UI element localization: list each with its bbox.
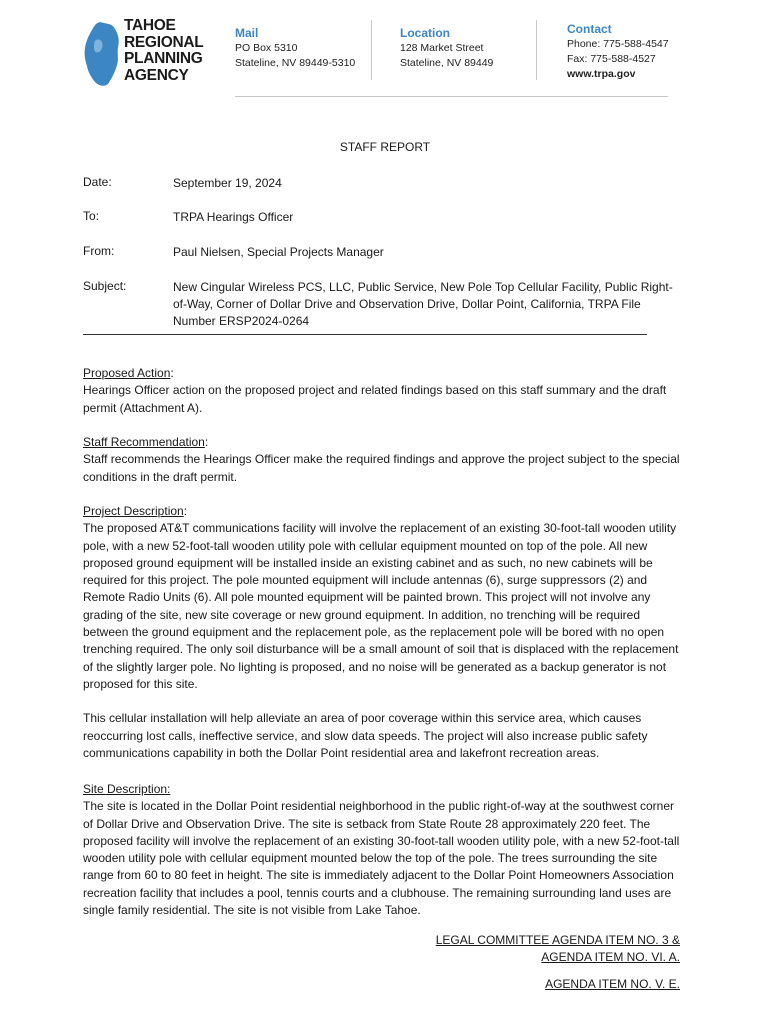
logo-line: REGIONAL — [124, 33, 204, 51]
agenda-reference-secondary — [545, 976, 680, 993]
header-divider — [536, 20, 537, 80]
agenda-line: AGENDA ITEM NO. V. E. — [545, 977, 680, 991]
agenda-line: AGENDA ITEM NO. VI. A. — [541, 950, 680, 964]
from-value: Paul Nielsen, Special Projects Manager — [173, 245, 384, 259]
subject-label: Subject: — [83, 279, 127, 293]
report-title: STAFF REPORT — [339, 140, 431, 154]
subject-value: New Cingular Wireless PCS, LLC, Public Service, New Pole Top Cellular Facility, Public Right-of-Way, Corner of Dollar Drive and Observation Drive, Dollar Point, California, TRPA File Number ERSP2024-0264 — [173, 280, 673, 328]
logo-line: PLANNING — [124, 50, 203, 67]
lake-tahoe-icon — [82, 20, 122, 88]
to-label: To: — [83, 209, 100, 223]
staff-recommendation-body: Staff recommends the Hearings Officer make the required findings and approve the project subject to the special conditions in the draft permit. — [83, 452, 680, 484]
logo-line: AGENCY — [124, 66, 189, 84]
proposed-action-body: Hearings Officer action on the proposed project and related findings based on this staff summary and the draft permit (Attachment A). — [83, 383, 667, 415]
location-address-block — [400, 26, 493, 71]
mail-heading: Mail — [235, 26, 259, 40]
from-label: From: — [83, 244, 115, 258]
staff-recommendation-section: Staff Recommendation: Staff recommends the Hearings Officer make the required findings and approve the project subject to the special conditions in the draft permit. — [83, 434, 683, 486]
header-rule — [235, 96, 668, 97]
mail-line1: PO Box 5310 — [235, 42, 298, 54]
project-description-body: The proposed AT&T communications facility will involve the replacement of an existing 30-foot-tall wooden utility pole, with a new 52-foot-tall wooden utility pole with cellular equipment mounted on top of the pole. All new proposed ground equipment will be installed inside an existing cabinet and as such, no new cabinets will be required for this project. The pole mounted equipment will include antennas (6), surge suppressors (2) and Remote Radio Units (6). All pole mounted equipment will be painted brown. This project will not involve any grading of the site, new site coverage or new ground equipment. In addition, no trenching will be required between the ground equipment and the replacement pole, as the replacement pole will be bored with no open trenching required. The only soil disturbance will be a small amount of soil that is displaced with the replacement of the slightly larger pole. No lighting is proposed, and no noise will be generated as a backup generator is not proposed for this site. — [83, 521, 679, 691]
contact-website-link[interactable]: www.trpa.gov — [567, 68, 636, 80]
site-description-body: The site is located in the Dollar Point residential neighborhood in the public right-of-way at the southwest corner of Dollar Drive and Observation Drive. The site is setback from State Route 28 approximately 220 feet. The proposed facility will involve the replacement of an existing 30-foot-tall wooden utility pole, with a new 52-foot-tall wooden utility pole with cellular equipment mounted below the top of the pole. The trees surrounding the site range from 60 to 80 feet in height. The site is immediately adjacent to the Dollar Point Homeowners Association recreation facility that includes a pool, tennis courts and a clubhouse. The remaining surrounding land uses are single family residential. The site is not visible from Lake Tahoe. — [83, 799, 680, 918]
project-description-section: Project Description: The proposed AT&T communications facility will involve the replacement of an existing 30-foot-tall wooden utility pole, with a new 52-foot-tall wooden utility pole with cellular equipment mounted on top of the pole. All new proposed ground equipment will be installed inside an existing cabinet and as such, no new cabinets will be required for this project. The pole mounted equipment will include antennas (6), surge suppressors (2) and Remote Radio Units (6). All pole mounted equipment will be painted brown. This project will not involve any grading of the site, new site coverage or new ground equipment. In addition, no trenching will be required between the ground equipment and the replacement pole, as the replacement pole will be bored with no open trenching required. The only soil disturbance will be a small amount of soil that is displaced with the replacement of the slightly larger pole. No lighting is proposed, and no noise will be generated as a backup generator is not proposed for this site. This cellular installation will help alleviate an area of poor coverage within this service area, which causes reoccurring lost calls, ineffective service, and slow data speeds. The project will also increase public safety communications capability in both the Dollar Point residential area and lakefront recreation areas. — [83, 503, 683, 762]
proposed-action-heading: Proposed Action — [83, 366, 171, 380]
agenda-line: LEGAL COMMITTEE AGENDA ITEM NO. 3 & — [435, 933, 680, 947]
staff-recommendation-heading: Staff Recommendation — [83, 435, 205, 449]
contact-heading: Contact — [567, 22, 612, 36]
logo-wordmark — [124, 18, 203, 84]
contact-block — [567, 22, 669, 82]
location-line1: 128 Market Street — [400, 42, 484, 54]
location-line2: Stateline, NV 89449 — [400, 57, 494, 69]
contact-phone: Phone: 775-588-4547 — [567, 38, 669, 50]
site-description-heading: Site Description: — [83, 782, 171, 796]
trpa-logo — [82, 18, 207, 88]
logo-line: TAHOE — [124, 17, 176, 34]
project-description-heading: Project Description — [83, 504, 184, 518]
project-description-body2: This cellular installation will help alleviate an area of poor coverage within this service area, which causes reoccurring lost calls, ineffective service, and slow data speeds. The project will also increase public safety communications capability in both the Dollar Point residential area and lakefront recreation areas. — [83, 711, 648, 760]
header-divider — [371, 20, 372, 80]
contact-fax: Fax: 775-588-4527 — [567, 53, 656, 65]
location-heading: Location — [400, 26, 450, 40]
mail-address-block — [235, 26, 355, 71]
site-description-section — [83, 781, 683, 919]
proposed-action-section: Proposed Action: Hearings Officer action on the proposed project and related findings based on this staff summary and the draft permit (Attachment A). — [83, 365, 683, 417]
agenda-reference — [436, 932, 680, 966]
date-label: Date: — [83, 175, 112, 189]
mail-line2: Stateline, NV 89449-5310 — [235, 57, 356, 69]
memo-divider — [83, 334, 647, 336]
date-value: September 19, 2024 — [173, 176, 282, 190]
to-value: TRPA Hearings Officer — [173, 210, 294, 224]
